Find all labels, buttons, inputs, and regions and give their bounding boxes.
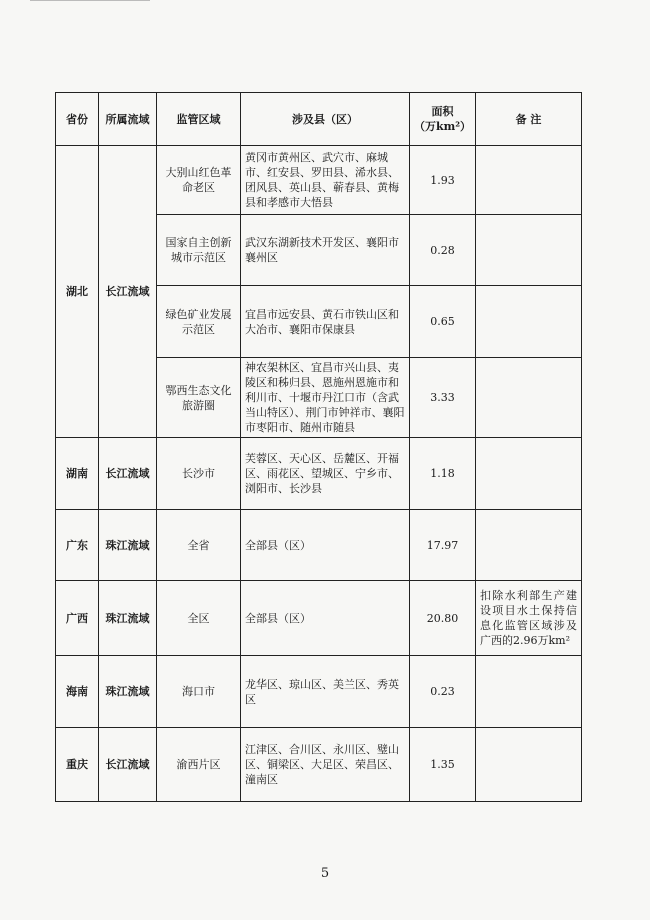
area-cell: 17.97 (410, 510, 476, 581)
note-cell (476, 656, 582, 728)
header-basin: 所属流域 (99, 93, 157, 146)
zone-cell: 长沙市 (157, 438, 241, 510)
area-cell: 0.65 (410, 286, 476, 358)
basin-cell: 长江流域 (99, 146, 157, 438)
zone-cell: 全区 (157, 581, 241, 656)
area-cell: 20.80 (410, 581, 476, 656)
basin-cell: 珠江流域 (99, 656, 157, 728)
basin-cell: 长江流域 (99, 728, 157, 802)
area-cell: 1.35 (410, 728, 476, 802)
area-cell: 1.18 (410, 438, 476, 510)
province-cell: 广东 (56, 510, 99, 581)
header-note: 备 注 (476, 93, 582, 146)
counties-cell: 全部县（区） (241, 581, 410, 656)
zone-cell: 海口市 (157, 656, 241, 728)
basin-cell: 长江流域 (99, 438, 157, 510)
supervision-zones-table (55, 92, 582, 802)
scan-edge-line (30, 0, 150, 1)
table-row (56, 438, 582, 510)
area-cell: 3.33 (410, 358, 476, 438)
header-area-line2: （万km²） (413, 120, 472, 133)
area-cell: 0.23 (410, 656, 476, 728)
province-cell: 湖南 (56, 438, 99, 510)
header-counties: 涉及县（区） (241, 93, 410, 146)
counties-cell: 黄冈市黄州区、武穴市、麻城市、红安县、罗田县、浠水县、团风县、英山县、蕲春县、黄梅县和孝感市大悟县 (241, 146, 410, 215)
note-cell (476, 215, 582, 286)
note-cell (476, 728, 582, 802)
province-cell: 重庆 (56, 728, 99, 802)
province-cell: 湖北 (56, 146, 99, 438)
province-cell: 海南 (56, 656, 99, 728)
zone-cell: 鄂西生态文化旅游圈 (157, 358, 241, 438)
note-cell (476, 510, 582, 581)
counties-cell: 武汉东湖新技术开发区、襄阳市襄州区 (241, 215, 410, 286)
counties-cell: 江津区、合川区、永川区、璧山区、铜梁区、大足区、荣昌区、潼南区 (241, 728, 410, 802)
province-cell: 广西 (56, 581, 99, 656)
table-row (56, 146, 582, 215)
note-cell: 扣除水利部生产建设项目水土保持信息化监管区域涉及广西的2.96万km² (476, 581, 582, 656)
note-cell (476, 358, 582, 438)
counties-cell: 龙华区、琼山区、美兰区、秀英区 (241, 656, 410, 728)
table-row (56, 581, 582, 656)
note-cell (476, 146, 582, 215)
table-row (56, 728, 582, 802)
basin-cell: 珠江流域 (99, 581, 157, 656)
table-header-row (56, 93, 582, 146)
note-cell (476, 438, 582, 510)
basin-cell: 珠江流域 (99, 510, 157, 581)
zone-cell: 渝西片区 (157, 728, 241, 802)
table-row (56, 656, 582, 728)
header-province: 省份 (56, 93, 99, 146)
header-area-line1: 面积 (431, 105, 454, 118)
area-cell: 1.93 (410, 146, 476, 215)
page-number: 5 (320, 866, 330, 881)
zone-cell: 大别山红色革命老区 (157, 146, 241, 215)
zone-cell: 全省 (157, 510, 241, 581)
counties-cell: 全部县（区） (241, 510, 410, 581)
zone-cell: 绿色矿业发展示范区 (157, 286, 241, 358)
counties-cell: 神农架林区、宜昌市兴山县、夷陵区和秭归县、恩施州恩施市和利川市、十堰市丹江口市（含武当山特区）、荆门市钟祥市、襄阳市枣阳市、随州市随县 (241, 358, 410, 438)
note-cell (476, 286, 582, 358)
table-row (56, 510, 582, 581)
header-area (410, 93, 476, 146)
header-zone: 监管区域 (157, 93, 241, 146)
counties-cell: 芙蓉区、天心区、岳麓区、开福区、雨花区、望城区、宁乡市、浏阳市、长沙县 (241, 438, 410, 510)
zone-cell: 国家自主创新城市示范区 (157, 215, 241, 286)
area-cell: 0.28 (410, 215, 476, 286)
counties-cell: 宜昌市远安县、黄石市铁山区和大冶市、襄阳市保康县 (241, 286, 410, 358)
